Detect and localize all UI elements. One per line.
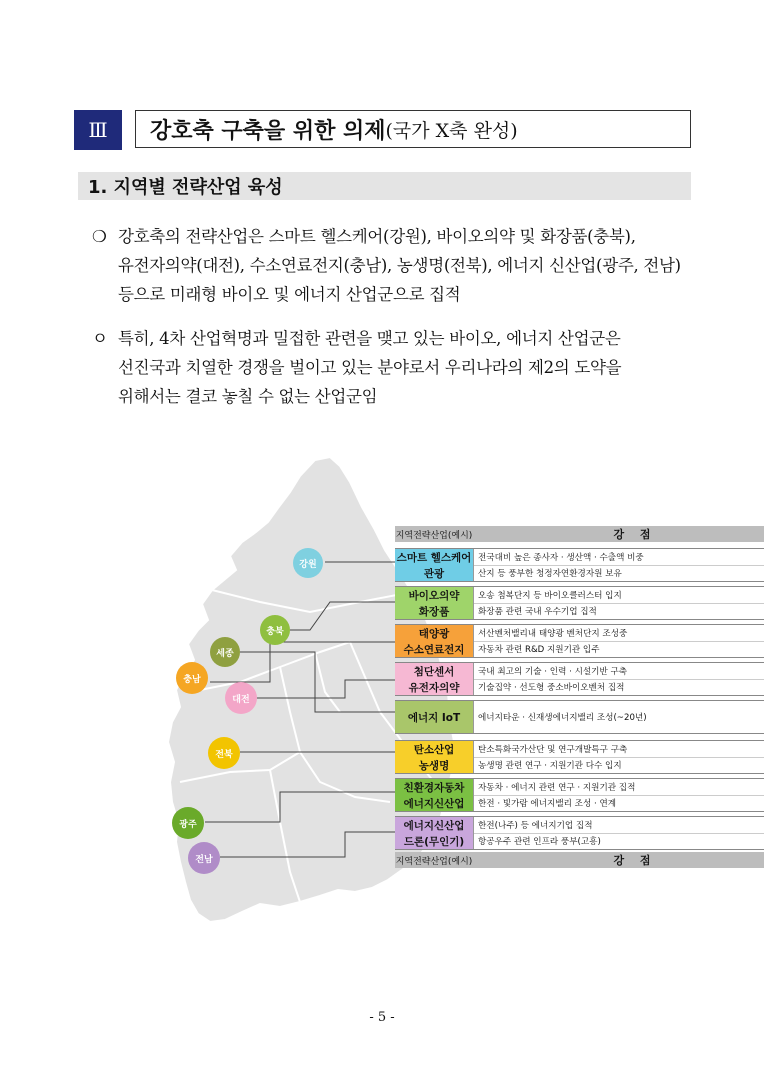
strength-text: 자동차 · 에너지 관련 연구 · 지원기관 집적 bbox=[478, 782, 636, 793]
industry-label: 탄소산업 bbox=[413, 743, 455, 756]
strength-text: 서산벤처밸리내 태양광 벤처단지 조성중 bbox=[478, 628, 628, 639]
region-bubble-gangwon: 강원 bbox=[293, 548, 323, 578]
strength-text: 오송 첨복단지 등 바이오클러스터 입지 bbox=[478, 590, 622, 601]
region-bubble-daejeon: 대전 bbox=[225, 682, 257, 714]
strength-text: 화장품 관련 국내 우수기업 집적 bbox=[474, 603, 764, 620]
paragraph-line: 특히, 4차 산업혁명과 밀접한 관련을 맺고 있는 바이오, 에너지 산업군은 bbox=[118, 329, 621, 348]
industry-label: 친환경자동차 bbox=[403, 781, 465, 794]
strength-text: 탄소특화국가산단 및 연구개발특구 구축 bbox=[478, 744, 628, 755]
paragraph-line: 강호축의 전략산업은 스마트 헬스케어(강원), 바이오의약 및 화장품(충북), bbox=[118, 227, 636, 246]
strength-text: 산지 등 풍부한 청정자연환경자원 보유 bbox=[474, 565, 764, 582]
section-title-box bbox=[135, 110, 691, 148]
table-header bbox=[395, 526, 764, 542]
industry-label: 드론(무인기) bbox=[403, 835, 465, 848]
strength-text: 농생명 관련 연구 · 지원기관 다수 입지 bbox=[474, 757, 764, 774]
industry-row-chungbuk bbox=[395, 586, 764, 620]
industry-row-sejong bbox=[395, 700, 764, 734]
table-header-right: 강 점 bbox=[613, 528, 657, 541]
industry-label: 화장품 bbox=[418, 605, 450, 618]
paragraph-line: 유전자의약(대전), 수소연료전지(충남), 농생명(전북), 에너지 신산업(광주, 전남) bbox=[118, 256, 681, 275]
industry-row-gangwon bbox=[395, 548, 764, 582]
industry-label: 첨단센서 bbox=[413, 665, 455, 678]
region-bubble-jeonbuk: 전북 bbox=[208, 737, 240, 769]
strength-text: 한전(나주) 등 에너지기업 집적 bbox=[478, 820, 593, 831]
paragraph-line: 위해서는 결코 놓칠 수 없는 산업군임 bbox=[118, 387, 378, 406]
strength-text: 항공우주 관련 인프라 풍부(고흥) bbox=[474, 833, 764, 850]
industry-label: 수소연료전지 bbox=[403, 643, 465, 656]
strength-text: 자동차 관련 R&D 지원기관 입주 bbox=[474, 641, 764, 658]
section-number-badge: Ⅲ bbox=[74, 110, 122, 150]
region-bubble-jeonnam: 전남 bbox=[188, 842, 220, 874]
industry-label: 바이오의약 bbox=[408, 589, 460, 602]
table-footer-left: 지역전략산업(예시) bbox=[395, 856, 473, 867]
industry-label: 에너지신산업 bbox=[403, 819, 465, 832]
table-header-left: 지역전략산업(예시) bbox=[395, 530, 473, 541]
subheading: 1. 지역별 전략산업 육성 bbox=[78, 172, 691, 200]
paragraph-2 bbox=[92, 324, 692, 411]
industry-label: 에너지 IoT bbox=[407, 711, 461, 724]
industry-row-chungnam bbox=[395, 624, 764, 658]
strength-text: 에너지타운 · 신재생에너지밸리 조성(~20년) bbox=[478, 713, 647, 723]
bullet-icon: ㅇ bbox=[92, 329, 108, 348]
paragraph-1 bbox=[92, 222, 692, 309]
strength-text: 국내 최고의 기술 · 인력 · 시설기반 구축 bbox=[478, 666, 628, 677]
regional-industry-figure bbox=[150, 452, 657, 952]
paragraph-line: 등으로 미래형 바이오 및 에너지 산업군으로 집적 bbox=[118, 285, 461, 304]
section-title: 강호축 구축을 위한 의제 bbox=[150, 118, 386, 144]
industry-label: 유전자의약 bbox=[408, 681, 460, 694]
region-bubble-chungbuk: 충북 bbox=[260, 615, 290, 645]
industry-row-daejeon bbox=[395, 662, 764, 696]
strength-text: 기술집약 · 선도형 중소바이오벤처 집적 bbox=[474, 679, 764, 696]
region-bubble-gwangju: 광주 bbox=[172, 807, 204, 839]
industry-label: 에너지신산업 bbox=[403, 797, 465, 810]
industry-row-jeonbuk bbox=[395, 740, 764, 774]
industry-row-jeonnam bbox=[395, 816, 764, 850]
section-title-suffix: (국가 X축 완성) bbox=[385, 119, 518, 142]
strength-text: 한전 · 빛가람 에너지밸리 조성 · 연계 bbox=[474, 795, 764, 812]
table-footer-right: 강 점 bbox=[613, 854, 657, 867]
industry-label: 태양광 bbox=[418, 627, 450, 640]
industry-label: 관광 bbox=[423, 567, 445, 580]
paragraph-line: 선진국과 치열한 경쟁을 벌이고 있는 분야로서 우리나라의 제2의 도약을 bbox=[118, 358, 622, 377]
industry-label: 농생명 bbox=[418, 759, 450, 772]
industry-row-gwangju bbox=[395, 778, 764, 812]
industry-label: 스마트 헬스케어 bbox=[396, 551, 472, 564]
region-bubble-sejong: 세종 bbox=[210, 637, 240, 667]
bullet-icon: ❍ bbox=[92, 227, 107, 246]
region-bubble-chungnam: 충남 bbox=[176, 662, 208, 694]
page-number: - 5 - bbox=[369, 1010, 395, 1025]
strength-text: 전국대비 높은 종사자 · 생산액 · 수출액 비중 bbox=[478, 552, 644, 563]
table-footer bbox=[395, 852, 764, 868]
